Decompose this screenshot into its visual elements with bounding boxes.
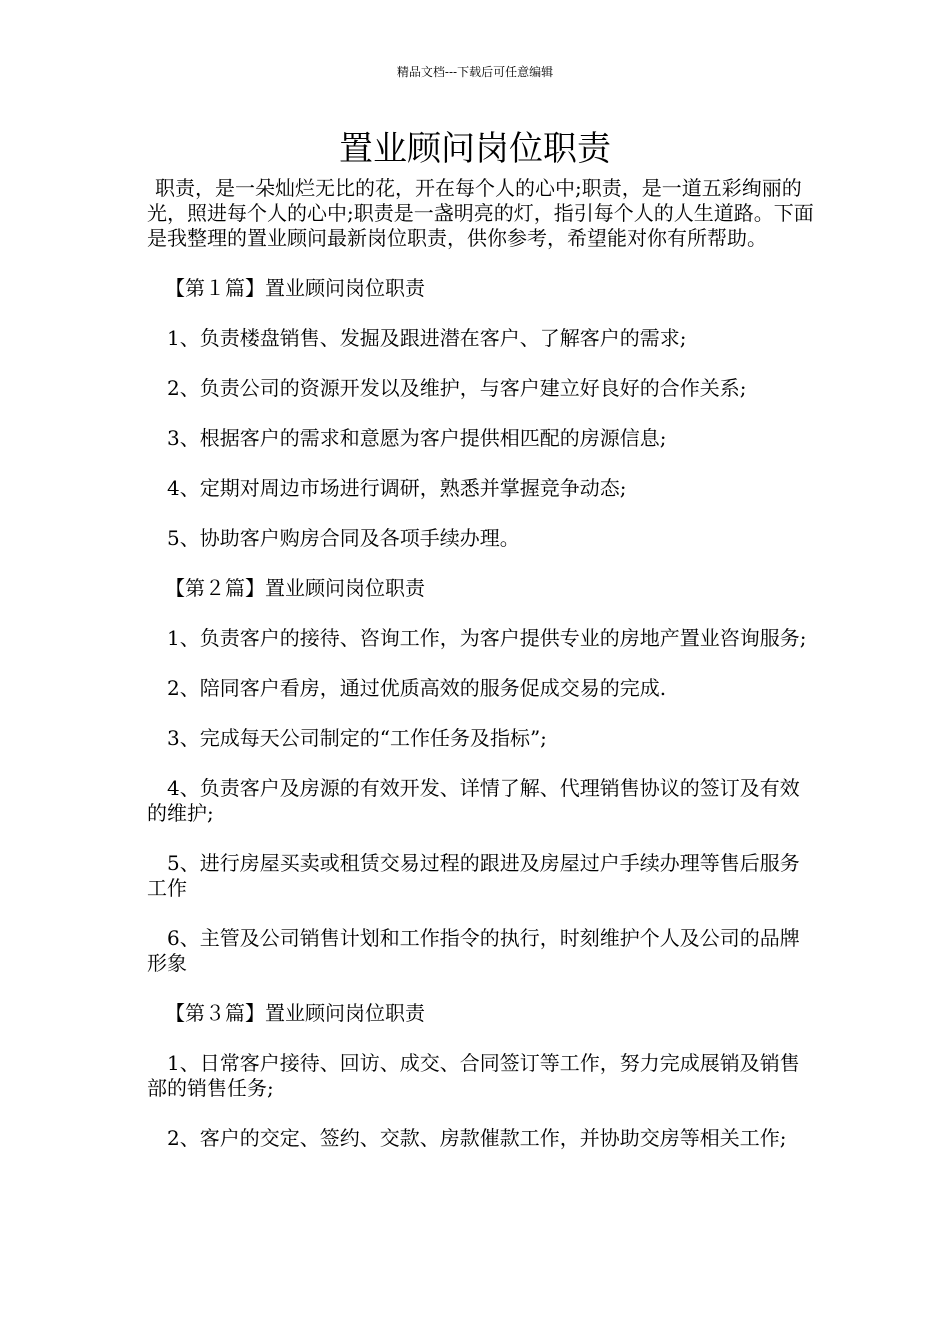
section-1-item: 4、定期对周边市场进行调研，熟悉并掌握竞争动态; bbox=[167, 476, 627, 500]
document-title: 置业顾问岗位职责 bbox=[339, 129, 611, 169]
section-3-item: 2、客户的交定、签约、交款、房款催款工作，并协助交房等相关工作; bbox=[167, 1126, 787, 1150]
section-2-item: 5、进行房屋买卖或租赁交易过程的跟进及房屋过户手续办理等售后服务工作 bbox=[147, 851, 800, 900]
section-2-item: 3、完成每天公司制定的“工作任务及指标”; bbox=[167, 726, 547, 750]
section-heading-2: 【第２篇】置业顾问岗位职责 bbox=[165, 576, 425, 600]
document-body bbox=[147, 176, 817, 1151]
section-1-item: 3、根据客户的需求和意愿为客户提供相匹配的房源信息; bbox=[167, 426, 667, 450]
section-3-item: 1、日常客户接待、回访、成交、合同签订等工作，努力完成展销及销售部的销售任务; bbox=[147, 1051, 800, 1100]
section-1-item: 5、协助客户购房合同及各项手续办理。 bbox=[167, 526, 520, 550]
section-2-item: 2、陪同客户看房，通过优质高效的服务促成交易的完成. bbox=[167, 676, 667, 700]
intro-paragraph: 职责，是一朵灿烂无比的花，开在每个人的心中;职责，是一道五彩绚丽的光，照进每个人的心中;职责是一盏明亮的灯，指引每个人的人生道路。下面是我整理的置业顾问最新岗位职责，供你参考，希望能对你有所帮助。 bbox=[147, 176, 814, 250]
section-1-item: 2、负责公司的资源开发以及维护，与客户建立好良好的合作关系; bbox=[167, 376, 747, 400]
section-2-item: 1、负责客户的接待、咨询工作，为客户提供专业的房地产置业咨询服务; bbox=[167, 626, 807, 650]
section-2-item: 4、负责客户及房源的有效开发、详情了解、代理销售协议的签订及有效的维护; bbox=[147, 776, 800, 825]
page-header: 精品文档---下载后可任意编辑 bbox=[396, 65, 554, 79]
section-heading-1: 【第１篇】置业顾问岗位职责 bbox=[165, 276, 425, 300]
section-2-item: 6、主管及公司销售计划和工作指令的执行，时刻维护个人及公司的品牌形象 bbox=[147, 926, 800, 975]
section-1-item: 1、负责楼盘销售、发掘及跟进潜在客户、了解客户的需求; bbox=[167, 326, 687, 350]
section-heading-3: 【第３篇】置业顾问岗位职责 bbox=[165, 1001, 425, 1025]
